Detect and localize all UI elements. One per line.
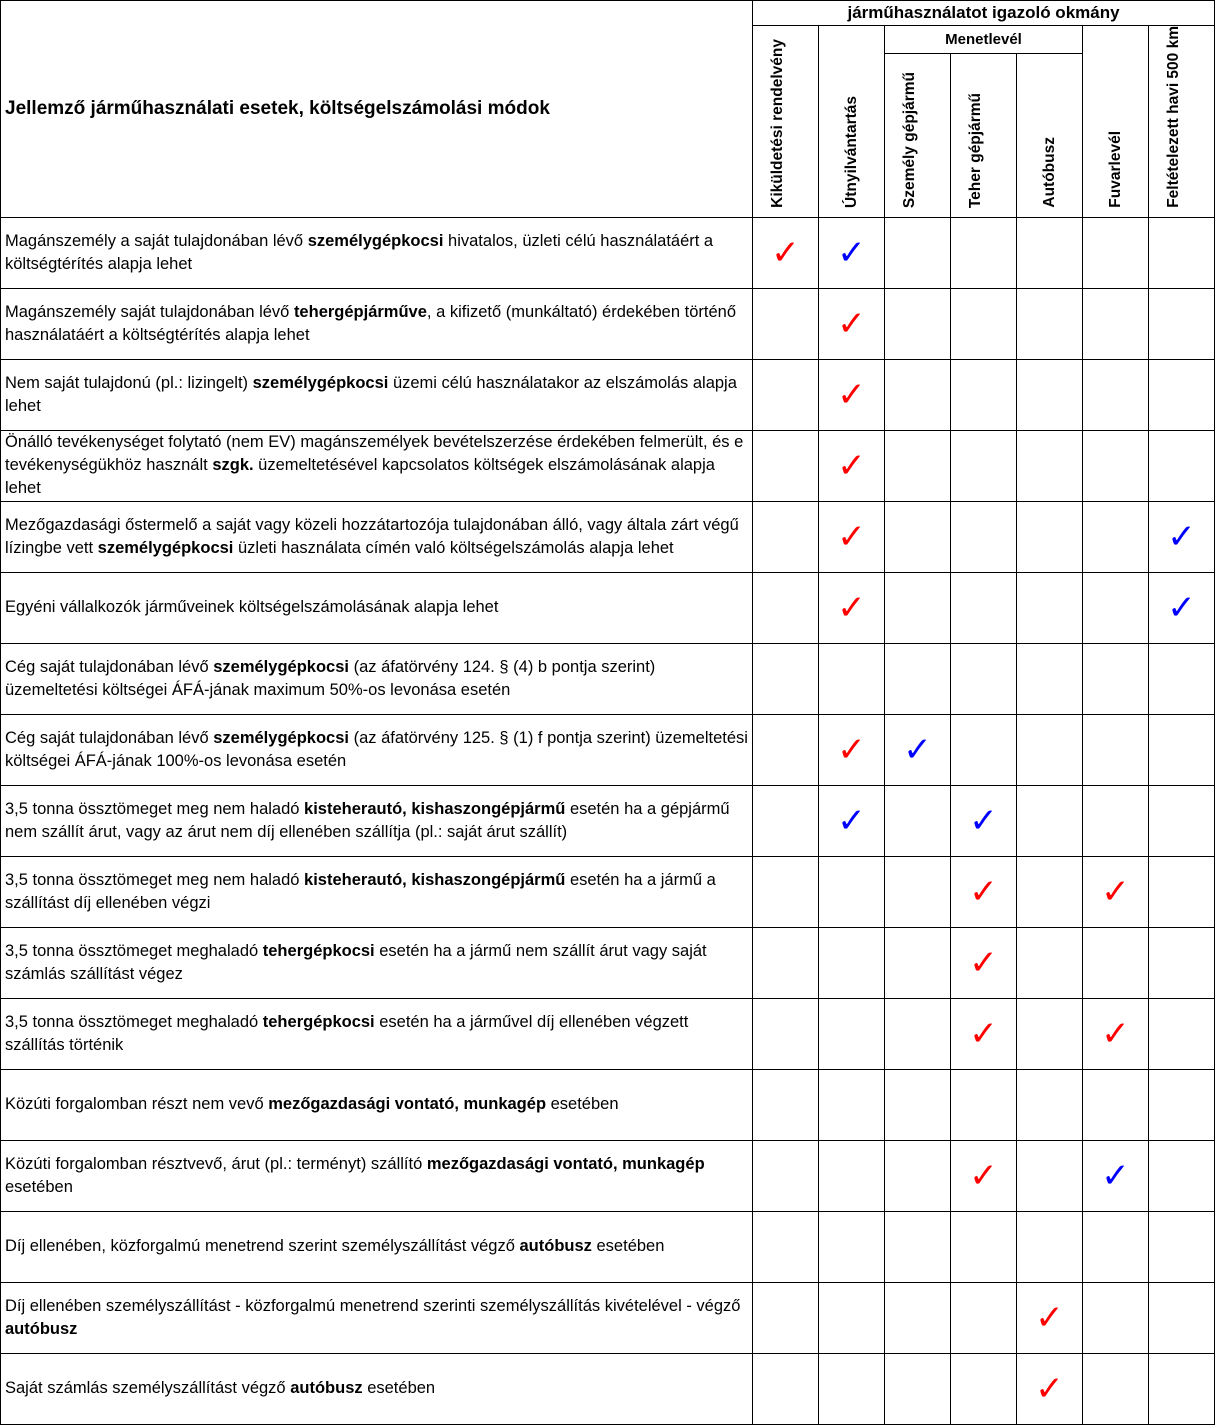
description-text: esetén ha a jármű a szállítást díj ellenében végzi xyxy=(5,870,716,912)
description-emphasis: autóbusz xyxy=(5,1319,78,1338)
red-check-icon: ✓ xyxy=(771,232,800,273)
description-emphasis: kisteherautó, kishaszongépjármű xyxy=(304,799,566,818)
cell-fuvarlevel xyxy=(1083,572,1149,643)
blue-check-icon: ✓ xyxy=(1101,1155,1130,1196)
description-emphasis: autóbusz xyxy=(290,1379,363,1398)
cell-szemely xyxy=(885,572,951,643)
description-emphasis: személygépkocsi xyxy=(213,657,349,676)
description-emphasis: kisteherautó, kishaszongépjármű xyxy=(304,870,566,889)
row-description xyxy=(1,1140,753,1211)
cell-kikuldetesi xyxy=(753,217,819,288)
description-emphasis: autóbusz xyxy=(519,1237,592,1256)
cell-szemely xyxy=(885,501,951,572)
description-emphasis: személygépkocsi xyxy=(97,538,234,557)
cell-kikuldetesi xyxy=(753,501,819,572)
cell-autobusz xyxy=(1017,785,1083,856)
cell-autobusz xyxy=(1017,856,1083,927)
col-teher xyxy=(951,54,1017,218)
cell-szemely xyxy=(885,1282,951,1353)
table-row xyxy=(1,998,1215,1069)
red-check-icon: ✓ xyxy=(1101,1013,1130,1054)
cell-fuvarlevel xyxy=(1083,359,1149,430)
table-row xyxy=(1,1069,1215,1140)
red-check-icon: ✓ xyxy=(837,516,866,557)
cell-kikuldetesi xyxy=(753,856,819,927)
cell-teher xyxy=(951,1353,1017,1424)
row-description xyxy=(1,217,753,288)
cell-szemely xyxy=(885,785,951,856)
description-text: 3,5 tonna össztömeget meg nem haladó xyxy=(5,870,305,889)
table-row xyxy=(1,1282,1215,1353)
col-kikuldetesi-label: Kiküldetési rendelvény xyxy=(768,38,786,208)
cell-autobusz xyxy=(1017,1140,1083,1211)
table-row xyxy=(1,1211,1215,1282)
description-text: hivatalos, üzleti célú használatáért a költségtérítés alapja lehet xyxy=(5,231,714,273)
table-row xyxy=(1,856,1215,927)
table-row xyxy=(1,359,1215,430)
cell-utnyilvantartas xyxy=(819,572,885,643)
blue-check-icon: ✓ xyxy=(903,729,932,770)
row-description xyxy=(1,643,753,714)
table-body xyxy=(1,217,1215,1424)
cell-teher xyxy=(951,288,1017,359)
cell-feltetelezett xyxy=(1149,927,1215,998)
cell-autobusz xyxy=(1017,359,1083,430)
cell-szemely xyxy=(885,1211,951,1282)
row-description xyxy=(1,927,753,998)
description-text: üzemi célú használatakor az elszámolás alapja lehet xyxy=(5,373,737,415)
cell-teher xyxy=(951,856,1017,927)
cell-kikuldetesi xyxy=(753,1282,819,1353)
cell-kikuldetesi xyxy=(753,1140,819,1211)
cell-utnyilvantartas xyxy=(819,1211,885,1282)
cell-fuvarlevel xyxy=(1083,1140,1149,1211)
cell-kikuldetesi xyxy=(753,288,819,359)
row-description xyxy=(1,1353,753,1424)
cell-fuvarlevel xyxy=(1083,998,1149,1069)
cell-utnyilvantartas xyxy=(819,359,885,430)
cell-teher xyxy=(951,1140,1017,1211)
description-text: üzleti használata címén való költségelszámolás alapja lehet xyxy=(233,538,674,557)
description-text: esetében xyxy=(546,1095,619,1114)
cell-autobusz xyxy=(1017,1069,1083,1140)
cell-kikuldetesi xyxy=(753,785,819,856)
red-check-icon: ✓ xyxy=(837,374,866,415)
row-description xyxy=(1,572,753,643)
table-row xyxy=(1,572,1215,643)
cell-utnyilvantartas xyxy=(819,1353,885,1424)
cell-autobusz xyxy=(1017,572,1083,643)
cell-teher xyxy=(951,1211,1017,1282)
col-fuvarlevel-label: Fuvarlevél xyxy=(1107,131,1124,208)
cell-teher xyxy=(951,998,1017,1069)
cell-feltetelezett xyxy=(1149,501,1215,572)
row-description xyxy=(1,714,753,785)
cell-feltetelezett xyxy=(1149,1282,1215,1353)
cell-kikuldetesi xyxy=(753,1211,819,1282)
cell-utnyilvantartas xyxy=(819,430,885,501)
cell-utnyilvantartas xyxy=(819,288,885,359)
table-row xyxy=(1,288,1215,359)
cell-feltetelezett xyxy=(1149,288,1215,359)
cell-autobusz xyxy=(1017,1353,1083,1424)
table-row xyxy=(1,1353,1215,1424)
cell-kikuldetesi xyxy=(753,430,819,501)
cell-teher xyxy=(951,643,1017,714)
cell-szemely xyxy=(885,856,951,927)
col-feltetelezett-label: Feltételezett havi 500 km xyxy=(1164,26,1182,208)
row-description xyxy=(1,998,753,1069)
description-text: Díj ellenében, közforgalmú menetrend szerint személyszállítást végző xyxy=(5,1237,520,1256)
cell-autobusz xyxy=(1017,643,1083,714)
cell-utnyilvantartas xyxy=(819,501,885,572)
cell-teher xyxy=(951,572,1017,643)
table-row xyxy=(1,1140,1215,1211)
description-text: (az áfatörvény 125. § (1) f pontja szerint) üzemeltetési költségei ÁFÁ-jának 100%-os levonása esetén xyxy=(5,728,748,770)
cell-fuvarlevel xyxy=(1083,1211,1149,1282)
table-row xyxy=(1,927,1215,998)
cell-utnyilvantartas xyxy=(819,998,885,1069)
cell-fuvarlevel xyxy=(1083,856,1149,927)
cell-fuvarlevel xyxy=(1083,1353,1149,1424)
cell-feltetelezett xyxy=(1149,785,1215,856)
row-description xyxy=(1,856,753,927)
col-feltetelezett xyxy=(1149,26,1215,218)
row-description xyxy=(1,359,753,430)
cell-utnyilvantartas xyxy=(819,217,885,288)
cell-szemely xyxy=(885,288,951,359)
col-teher-label: Teher gépjármű xyxy=(966,92,984,208)
description-emphasis: mezőgazdasági vontató, munkagép xyxy=(268,1095,547,1114)
cell-kikuldetesi xyxy=(753,927,819,998)
cell-feltetelezett xyxy=(1149,998,1215,1069)
description-emphasis: tehergépkocsi xyxy=(262,941,375,960)
cell-fuvarlevel xyxy=(1083,714,1149,785)
cell-szemely xyxy=(885,217,951,288)
cell-autobusz xyxy=(1017,927,1083,998)
cell-kikuldetesi xyxy=(753,572,819,643)
red-check-icon: ✓ xyxy=(837,729,866,770)
description-text: üzemeltetésével kapcsolatos költségek elszámolásának alapja lehet xyxy=(5,456,715,498)
description-text: esetén ha a gépjármű nem szállít árut, vagy az árut nem díj ellenében szállítja (pl.: saját árut szállít) xyxy=(5,799,730,841)
description-emphasis: tehergépkocsi xyxy=(262,1012,375,1031)
description-emphasis: szgk. xyxy=(212,456,254,475)
cell-autobusz xyxy=(1017,430,1083,501)
cell-szemely xyxy=(885,998,951,1069)
cell-teher xyxy=(951,501,1017,572)
cell-szemely xyxy=(885,1069,951,1140)
cell-utnyilvantartas xyxy=(819,1140,885,1211)
col-utnyilvantartas xyxy=(819,26,885,218)
description-text: 3,5 tonna össztömeget meghaladó xyxy=(5,941,263,960)
row-description xyxy=(1,785,753,856)
cell-teher xyxy=(951,785,1017,856)
cell-feltetelezett xyxy=(1149,1140,1215,1211)
cell-feltetelezett xyxy=(1149,1211,1215,1282)
blue-check-icon: ✓ xyxy=(1167,516,1196,557)
document-group-header: járműhasználatot igazoló okmány xyxy=(753,1,1215,26)
cell-feltetelezett xyxy=(1149,1069,1215,1140)
description-text: Cég saját tulajdonában lévő xyxy=(5,657,214,676)
cell-kikuldetesi xyxy=(753,1069,819,1140)
table-row xyxy=(1,430,1215,501)
cell-utnyilvantartas xyxy=(819,1069,885,1140)
col-autobusz xyxy=(1017,54,1083,218)
cell-autobusz xyxy=(1017,1282,1083,1353)
cell-autobusz xyxy=(1017,501,1083,572)
col-kikuldetesi xyxy=(753,26,819,218)
cell-feltetelezett xyxy=(1149,1353,1215,1424)
row-description xyxy=(1,430,753,501)
cell-utnyilvantartas xyxy=(819,856,885,927)
cell-kikuldetesi xyxy=(753,1353,819,1424)
cell-teher xyxy=(951,217,1017,288)
description-text: esetében xyxy=(5,1177,73,1196)
cell-szemely xyxy=(885,430,951,501)
cell-kikuldetesi xyxy=(753,998,819,1069)
table-row xyxy=(1,714,1215,785)
col-szemely xyxy=(885,54,951,218)
table-title: Jellemző járműhasználati esetek, költségelszámolási módok xyxy=(1,1,753,218)
cell-fuvarlevel xyxy=(1083,1069,1149,1140)
description-text: Saját számlás személyszállítást végző xyxy=(5,1379,291,1398)
description-text: Egyéni vállalkozók járműveinek költségelszámolásának alapja lehet xyxy=(5,598,499,617)
cell-kikuldetesi xyxy=(753,643,819,714)
col-szemely-label: Személy gépjármű xyxy=(900,71,918,208)
cell-utnyilvantartas xyxy=(819,785,885,856)
description-text: Magánszemély saját tulajdonában lévő xyxy=(5,302,294,321)
cell-szemely xyxy=(885,643,951,714)
cell-teher xyxy=(951,927,1017,998)
cell-feltetelezett xyxy=(1149,714,1215,785)
col-autobusz-label: Autóbusz xyxy=(1041,137,1058,208)
col-fuvarlevel xyxy=(1083,26,1149,218)
description-text: 3,5 tonna össztömeget meghaladó xyxy=(5,1012,263,1031)
blue-check-icon: ✓ xyxy=(1167,587,1196,628)
cell-autobusz xyxy=(1017,1211,1083,1282)
description-text: Díj ellenében személyszállítást - közforgalmú menetrend szerinti személyszállítás kivételével - végző xyxy=(5,1296,741,1315)
cell-fuvarlevel xyxy=(1083,501,1149,572)
cell-szemely xyxy=(885,1140,951,1211)
description-text: Magánszemély a saját tulajdonában lévő xyxy=(5,231,308,250)
row-description xyxy=(1,1282,753,1353)
table-row xyxy=(1,501,1215,572)
cell-teher xyxy=(951,359,1017,430)
description-emphasis: személygépkocsi xyxy=(307,231,444,250)
cell-feltetelezett xyxy=(1149,430,1215,501)
cell-fuvarlevel xyxy=(1083,217,1149,288)
red-check-icon: ✓ xyxy=(1035,1297,1064,1338)
description-text: 3,5 tonna össztömeget meg nem haladó xyxy=(5,799,305,818)
cell-feltetelezett xyxy=(1149,572,1215,643)
blue-check-icon: ✓ xyxy=(837,800,866,841)
cell-kikuldetesi xyxy=(753,714,819,785)
cell-fuvarlevel xyxy=(1083,1282,1149,1353)
red-check-icon: ✓ xyxy=(1101,871,1130,912)
cell-autobusz xyxy=(1017,288,1083,359)
description-text: Közúti forgalomban részt nem vevő xyxy=(5,1095,269,1114)
cell-fuvarlevel xyxy=(1083,288,1149,359)
description-text: esetében xyxy=(591,1237,665,1256)
col-utnyilvantartas-label: Útnyilvántartás xyxy=(843,95,860,208)
description-emphasis: mezőgazdasági vontató, munkagép xyxy=(426,1154,705,1173)
description-emphasis: személygépkocsi xyxy=(252,373,389,392)
cell-teher xyxy=(951,1069,1017,1140)
cell-utnyilvantartas xyxy=(819,643,885,714)
table-row xyxy=(1,217,1215,288)
cell-autobusz xyxy=(1017,998,1083,1069)
red-check-icon: ✓ xyxy=(1035,1368,1064,1409)
red-check-icon: ✓ xyxy=(969,871,998,912)
description-text: Mezőgazdasági őstermelő a saját vagy közeli hozzátartozója tulajdonában álló, vagy általa zárt végű lízingbe vett xyxy=(5,515,739,557)
cell-utnyilvantartas xyxy=(819,927,885,998)
description-text: Nem saját tulajdonú (pl.: lizingelt) xyxy=(5,373,253,392)
menetlevel-header: Menetlevél xyxy=(885,26,1083,54)
red-check-icon: ✓ xyxy=(837,303,866,344)
description-text: Közúti forgalomban résztvevő, árut (pl.: terményt) szállító xyxy=(5,1154,427,1173)
red-check-icon: ✓ xyxy=(969,1155,998,1196)
cell-feltetelezett xyxy=(1149,217,1215,288)
row-description xyxy=(1,288,753,359)
cell-szemely xyxy=(885,359,951,430)
description-emphasis: tehergépjárműve xyxy=(293,302,427,321)
description-text: esetében xyxy=(362,1379,436,1398)
description-text: (az áfatörvény 124. § (4) b pontja szerint) üzemeltetési költségei ÁFÁ-jának maximum 50%-os levonása esetén xyxy=(5,657,656,699)
row-description xyxy=(1,501,753,572)
red-check-icon: ✓ xyxy=(837,587,866,628)
cell-feltetelezett xyxy=(1149,643,1215,714)
cell-teher xyxy=(951,1282,1017,1353)
cell-fuvarlevel xyxy=(1083,643,1149,714)
cell-kikuldetesi xyxy=(753,359,819,430)
description-text: esetén ha a járművel díj ellenében végzett szállítás történik xyxy=(5,1012,689,1054)
cell-feltetelezett xyxy=(1149,359,1215,430)
cell-szemely xyxy=(885,714,951,785)
cell-szemely xyxy=(885,927,951,998)
description-emphasis: személygépkocsi xyxy=(213,728,349,747)
blue-check-icon: ✓ xyxy=(969,800,998,841)
red-check-icon: ✓ xyxy=(969,942,998,983)
red-check-icon: ✓ xyxy=(837,445,866,486)
cell-fuvarlevel xyxy=(1083,927,1149,998)
blue-check-icon: ✓ xyxy=(837,232,866,273)
cell-utnyilvantartas xyxy=(819,714,885,785)
cell-utnyilvantartas xyxy=(819,1282,885,1353)
table-row xyxy=(1,643,1215,714)
cell-feltetelezett xyxy=(1149,856,1215,927)
description-text: , a kifizető (munkáltató) érdekében történő használatáért a költségtérítés alapja lehet xyxy=(5,302,736,344)
cell-autobusz xyxy=(1017,714,1083,785)
cell-autobusz xyxy=(1017,217,1083,288)
cell-teher xyxy=(951,430,1017,501)
description-text: Önálló tevékenységet folytató (nem EV) magánszemélyek bevételszerzése érdekében felmerült, és e tevékenységükhöz használt xyxy=(5,433,744,475)
cell-szemely xyxy=(885,1353,951,1424)
description-text: Cég saját tulajdonában lévő xyxy=(5,728,214,747)
row-description xyxy=(1,1069,753,1140)
description-text: esetén ha a jármű nem szállít árut vagy saját számlás szállítást végez xyxy=(5,941,707,983)
cell-fuvarlevel xyxy=(1083,430,1149,501)
cell-teher xyxy=(951,714,1017,785)
table-row xyxy=(1,785,1215,856)
cell-fuvarlevel xyxy=(1083,785,1149,856)
red-check-icon: ✓ xyxy=(969,1013,998,1054)
row-description xyxy=(1,1211,753,1282)
